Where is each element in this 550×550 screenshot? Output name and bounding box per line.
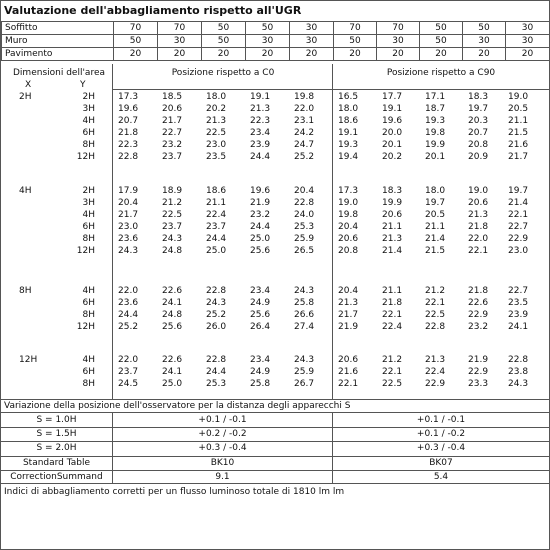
area-y-label: 6H <box>82 128 95 138</box>
variation-label: S = 2.0H <box>36 443 77 453</box>
row-label: Soffitto <box>2 22 114 35</box>
ugr-value-c0: 24.8 <box>162 310 183 320</box>
ugr-value-c0: 22.6 <box>162 286 183 296</box>
ugr-value-c0: 19.1 <box>250 92 271 102</box>
ugr-value-c90: 20.4 <box>338 286 359 296</box>
correction-c0: 9.1 <box>215 472 230 482</box>
ugr-value-c90: 20.9 <box>468 152 489 162</box>
area-y-label: 12H <box>76 322 95 332</box>
ugr-value-c0: 23.0 <box>118 222 139 232</box>
ugr-value-c0: 25.6 <box>250 246 271 256</box>
area-y-label: 8H <box>82 234 95 244</box>
ugr-value-c0: 21.9 <box>250 198 271 208</box>
ugr-value-c0: 23.5 <box>206 152 227 162</box>
area-y-label: 3H <box>82 104 95 114</box>
ugr-value-c0: 27.4 <box>294 322 315 332</box>
ugr-value-c90: 19.0 <box>338 198 359 208</box>
ugr-value-c0: 25.6 <box>250 310 271 320</box>
ugr-value-c90: 22.5 <box>382 379 403 389</box>
ugr-value-c0: 24.8 <box>162 246 183 256</box>
area-y-label: 4H <box>82 286 95 296</box>
ugr-value-c0: 24.4 <box>250 152 271 162</box>
ugr-value-c0: 22.4 <box>206 210 227 220</box>
ugr-value-c0: 24.4 <box>206 234 227 244</box>
ugr-value-c90: 18.0 <box>425 186 446 196</box>
value-cell: 70 <box>158 22 202 35</box>
ugr-value-c90: 21.8 <box>382 298 403 308</box>
ugr-value-c90: 23.0 <box>508 246 529 256</box>
ugr-value-c90: 20.5 <box>425 210 446 220</box>
ugr-value-c0: 22.0 <box>118 355 139 365</box>
ugr-value-c90: 23.9 <box>508 310 529 320</box>
area-y-label: 2H <box>82 92 95 102</box>
area-y-label: 12H <box>76 152 95 162</box>
row-label: Muro <box>2 35 114 48</box>
row-label: Pavimento <box>2 48 114 61</box>
ugr-value-c90: 20.6 <box>382 210 403 220</box>
value-cell: 50 <box>246 22 290 35</box>
ugr-value-c0: 20.4 <box>294 186 315 196</box>
value-cell: 50 <box>114 35 158 48</box>
area-y-label: 4H <box>82 116 95 126</box>
ugr-value-c90: 20.6 <box>468 198 489 208</box>
ugr-value-c90: 19.3 <box>338 140 359 150</box>
ugr-value-c0: 25.8 <box>250 379 271 389</box>
ugr-value-c90: 19.0 <box>468 186 489 196</box>
ugr-value-c0: 22.6 <box>162 355 183 365</box>
variation-c0: +0.3 / -0.4 <box>198 443 247 453</box>
variation-c90: +0.1 / -0.2 <box>416 429 466 439</box>
ugr-value-c0: 25.2 <box>118 322 139 332</box>
value-cell: 20 <box>246 48 290 61</box>
ugr-value-c0: 23.9 <box>250 140 271 150</box>
ugr-value-c90: 20.4 <box>338 222 359 232</box>
ugr-value-c0: 25.6 <box>162 322 183 332</box>
ugr-value-c0: 19.6 <box>118 104 139 114</box>
wall-row <box>2 35 550 48</box>
y-label: Y <box>80 80 86 90</box>
ugr-value-c90: 21.3 <box>425 355 446 365</box>
ugr-value-c0: 18.9 <box>162 186 183 196</box>
x-label: X <box>25 80 32 90</box>
value-cell: 50 <box>463 22 506 35</box>
ugr-value-c90: 21.4 <box>508 198 529 208</box>
table-title: Valutazione dell'abbagliamento rispetto all'UGR <box>4 4 302 17</box>
ugr-value-c90: 21.6 <box>508 140 529 150</box>
standard-table-c90: BK07 <box>429 458 453 468</box>
ugr-value-c90: 21.1 <box>382 286 403 296</box>
ugr-value-c0: 24.9 <box>250 367 271 377</box>
ugr-value-c90: 19.7 <box>508 186 529 196</box>
value-cell: 20 <box>202 48 246 61</box>
ugr-value-c0: 20.6 <box>162 104 183 114</box>
ugr-value-c0: 24.3 <box>294 355 315 365</box>
ugr-value-c90: 21.6 <box>338 367 359 377</box>
ugr-value-c90: 17.3 <box>338 186 359 196</box>
ugr-value-c0: 21.2 <box>162 198 183 208</box>
ugr-value-c90: 21.3 <box>382 234 403 244</box>
ugr-value-c90: 20.1 <box>425 152 446 162</box>
area-x-label: 8H <box>19 286 32 296</box>
ugr-value-c90: 22.4 <box>382 322 403 332</box>
ugr-value-c0: 21.7 <box>162 116 183 126</box>
value-cell: 50 <box>334 35 377 48</box>
variation-c90: +0.1 / -0.1 <box>416 415 466 425</box>
ugr-value-c90: 21.5 <box>508 128 529 138</box>
ugr-value-c0: 22.8 <box>294 198 315 208</box>
ugr-value-c90: 24.1 <box>508 322 529 332</box>
ugr-value-c90: 19.7 <box>425 198 446 208</box>
value-cell: 30 <box>506 22 550 35</box>
ugr-value-c0: 23.2 <box>250 210 271 220</box>
c0-position-label: Posizione rispetto a C0 <box>171 68 275 78</box>
ugr-value-c0: 24.5 <box>118 379 139 389</box>
ugr-value-c90: 22.9 <box>508 234 529 244</box>
ugr-value-c0: 20.4 <box>118 198 139 208</box>
ugr-value-c0: 21.7 <box>118 210 139 220</box>
ugr-value-c0: 17.3 <box>118 92 139 102</box>
value-cell: 20 <box>334 48 377 61</box>
ugr-value-c90: 18.6 <box>338 116 359 126</box>
ugr-value-c90: 20.6 <box>338 234 359 244</box>
ugr-value-c0: 22.8 <box>118 152 139 162</box>
ugr-value-c0: 21.3 <box>250 104 271 114</box>
ugr-value-c90: 22.8 <box>508 355 529 365</box>
area-x-label: 2H <box>19 92 32 102</box>
ugr-value-c90: 20.7 <box>468 128 489 138</box>
ugr-value-c0: 22.5 <box>206 128 227 138</box>
ugr-value-c90: 16.5 <box>338 92 359 102</box>
area-y-label: 6H <box>82 298 95 308</box>
ugr-value-c0: 24.4 <box>250 222 271 232</box>
standard-table-c0: BK10 <box>210 458 235 468</box>
ugr-value-c0: 23.7 <box>118 367 139 377</box>
ugr-value-c90: 21.1 <box>425 222 446 232</box>
area-y-label: 2H <box>82 186 95 196</box>
area-dimensions-label: Dimensioni dell'area <box>13 68 105 78</box>
ugr-value-c90: 22.9 <box>468 310 489 320</box>
ugr-value-c0: 24.1 <box>162 298 183 308</box>
variation-c0: +0.2 / -0.2 <box>198 429 247 439</box>
ugr-value-c0: 23.7 <box>162 222 183 232</box>
ugr-value-c0: 24.3 <box>118 246 139 256</box>
ugr-value-c90: 21.3 <box>468 210 489 220</box>
area-y-label: 12H <box>76 246 95 256</box>
ugr-value-c90: 22.1 <box>508 210 529 220</box>
ugr-value-c90: 22.7 <box>508 286 529 296</box>
ugr-value-c90: 23.5 <box>508 298 529 308</box>
ugr-value-c90: 20.3 <box>468 116 489 126</box>
ugr-value-c0: 25.2 <box>294 152 315 162</box>
area-y-label: 8H <box>82 140 95 150</box>
ugr-value-c90: 21.7 <box>508 152 529 162</box>
correction-summand-label: CorrectionSummand <box>10 472 103 482</box>
ceiling-row <box>2 22 550 35</box>
ugr-value-c90: 19.1 <box>338 128 359 138</box>
ugr-value-c90: 22.0 <box>468 234 489 244</box>
ugr-value-c0: 25.3 <box>206 379 227 389</box>
ugr-value-c0: 25.3 <box>294 222 315 232</box>
ugr-value-c0: 22.8 <box>206 286 227 296</box>
ugr-value-c0: 24.1 <box>162 367 183 377</box>
ugr-value-c0: 23.4 <box>250 355 271 365</box>
area-x-label: 12H <box>19 355 38 365</box>
ugr-value-c90: 22.1 <box>382 367 403 377</box>
value-cell: 50 <box>420 35 463 48</box>
ugr-value-c0: 26.4 <box>250 322 271 332</box>
ugr-value-c90: 21.1 <box>508 116 529 126</box>
ugr-value-c90: 19.8 <box>338 210 359 220</box>
variation-c90: +0.3 / -0.4 <box>416 443 466 453</box>
ugr-value-c0: 25.2 <box>206 310 227 320</box>
ugr-value-c0: 19.8 <box>294 92 315 102</box>
ugr-value-c90: 23.8 <box>508 367 529 377</box>
value-cell: 50 <box>420 22 463 35</box>
ugr-value-c90: 20.5 <box>508 104 529 114</box>
area-y-label: 4H <box>82 355 95 365</box>
ugr-value-c0: 23.4 <box>250 128 271 138</box>
variation-title: Variazione della posizione dell'osservatore per la distanza degli apparecchi S <box>4 401 351 411</box>
ugr-value-c0: 23.4 <box>250 286 271 296</box>
ugr-value-c0: 18.6 <box>206 186 227 196</box>
area-y-label: 4H <box>82 210 95 220</box>
variation-label: S = 1.0H <box>36 415 77 425</box>
ugr-value-c90: 21.3 <box>338 298 359 308</box>
ugr-value-c90: 20.2 <box>382 152 403 162</box>
variation-c0: +0.1 / -0.1 <box>198 415 247 425</box>
ugr-value-c90: 21.9 <box>338 322 359 332</box>
ugr-value-c0: 24.3 <box>206 298 227 308</box>
ugr-value-c0: 21.3 <box>206 116 227 126</box>
value-cell: 30 <box>290 22 334 35</box>
ugr-value-c90: 20.8 <box>338 246 359 256</box>
value-cell: 30 <box>290 35 334 48</box>
ugr-value-c0: 23.7 <box>162 152 183 162</box>
area-x-label: 4H <box>19 186 32 196</box>
ugr-value-c0: 24.7 <box>294 140 315 150</box>
ugr-value-c90: 21.2 <box>382 355 403 365</box>
value-cell: 30 <box>506 35 550 48</box>
ugr-value-c0: 26.5 <box>294 246 315 256</box>
ugr-value-c90: 19.0 <box>508 92 529 102</box>
ugr-value-c90: 17.1 <box>425 92 446 102</box>
ugr-value-c0: 22.0 <box>294 104 315 114</box>
ugr-value-c90: 22.4 <box>425 367 446 377</box>
value-cell: 70 <box>377 22 420 35</box>
value-cell: 20 <box>377 48 420 61</box>
ugr-value-c90: 20.8 <box>468 140 489 150</box>
ugr-value-c0: 26.7 <box>294 379 315 389</box>
ugr-value-c90: 21.4 <box>382 246 403 256</box>
ugr-value-c90: 19.7 <box>468 104 489 114</box>
ugr-value-c0: 21.8 <box>118 128 139 138</box>
ugr-value-c0: 25.0 <box>162 379 183 389</box>
area-y-label: 3H <box>82 198 95 208</box>
ugr-value-c90: 21.9 <box>468 355 489 365</box>
area-y-label: 8H <box>82 379 95 389</box>
ugr-value-c0: 18.0 <box>206 92 227 102</box>
value-cell: 70 <box>114 22 158 35</box>
ugr-value-c0: 22.3 <box>250 116 271 126</box>
value-cell: 20 <box>114 48 158 61</box>
value-cell: 20 <box>158 48 202 61</box>
ugr-value-c90: 21.5 <box>425 246 446 256</box>
value-cell: 50 <box>202 35 246 48</box>
value-cell: 30 <box>463 35 506 48</box>
ugr-value-c90: 20.0 <box>382 128 403 138</box>
ugr-value-c90: 21.8 <box>468 222 489 232</box>
value-cell: 20 <box>420 48 463 61</box>
ugr-value-c90: 22.9 <box>425 379 446 389</box>
ugr-value-c0: 25.0 <box>206 246 227 256</box>
ugr-value-c90: 19.9 <box>382 198 403 208</box>
ugr-value-c90: 21.1 <box>382 222 403 232</box>
value-cell: 70 <box>334 22 377 35</box>
area-y-label: 8H <box>82 310 95 320</box>
ugr-value-c90: 19.6 <box>382 116 403 126</box>
area-y-label: 6H <box>82 367 95 377</box>
ugr-value-c0: 22.3 <box>118 140 139 150</box>
ugr-value-c0: 23.7 <box>206 222 227 232</box>
variation-label: S = 1.5H <box>36 429 77 439</box>
ugr-value-c0: 23.1 <box>294 116 315 126</box>
ugr-value-c0: 23.6 <box>118 234 139 244</box>
ugr-value-c0: 24.0 <box>294 210 315 220</box>
ugr-value-c0: 22.8 <box>206 355 227 365</box>
ugr-value-c90: 22.1 <box>338 379 359 389</box>
ugr-value-c90: 18.3 <box>382 186 403 196</box>
area-y-label: 6H <box>82 222 95 232</box>
reflectance-table <box>1 21 550 61</box>
ugr-value-c0: 17.9 <box>118 186 139 196</box>
ugr-value-c90: 24.3 <box>508 379 529 389</box>
value-cell: 20 <box>506 48 550 61</box>
ugr-value-c90: 19.9 <box>425 140 446 150</box>
ugr-value-c0: 23.6 <box>118 298 139 308</box>
ugr-value-c0: 24.4 <box>118 310 139 320</box>
ugr-value-c0: 25.8 <box>294 298 315 308</box>
ugr-value-c0: 24.3 <box>294 286 315 296</box>
ugr-value-c0: 18.5 <box>162 92 183 102</box>
ugr-value-c0: 26.0 <box>206 322 227 332</box>
ugr-value-c0: 24.4 <box>206 367 227 377</box>
ugr-value-c90: 18.3 <box>468 92 489 102</box>
value-cell: 20 <box>463 48 506 61</box>
ugr-value-c90: 19.3 <box>425 116 446 126</box>
value-cell: 30 <box>246 35 290 48</box>
ugr-value-c90: 22.5 <box>425 310 446 320</box>
correction-c90: 5.4 <box>433 472 449 482</box>
ugr-value-c90: 22.1 <box>425 298 446 308</box>
ugr-value-c0: 22.5 <box>162 210 183 220</box>
ugr-value-c90: 17.7 <box>382 92 403 102</box>
value-cell: 50 <box>202 22 246 35</box>
ugr-value-c0: 20.2 <box>206 104 227 114</box>
ugr-value-c90: 18.0 <box>338 104 359 114</box>
ugr-value-c90: 20.1 <box>382 140 403 150</box>
value-cell: 20 <box>290 48 334 61</box>
floor-row <box>2 48 550 61</box>
ugr-value-c90: 18.7 <box>425 104 446 114</box>
ugr-value-c90: 22.8 <box>425 322 446 332</box>
ugr-value-c90: 19.8 <box>425 128 446 138</box>
ugr-value-c0: 22.0 <box>118 286 139 296</box>
ugr-value-c90: 22.6 <box>468 298 489 308</box>
ugr-value-c90: 20.6 <box>338 355 359 365</box>
ugr-value-c0: 24.2 <box>294 128 315 138</box>
ugr-value-c90: 21.8 <box>468 286 489 296</box>
c90-position-label: Posizione rispetto a C90 <box>386 68 496 78</box>
ugr-value-c0: 20.7 <box>118 116 139 126</box>
ugr-value-c90: 22.7 <box>508 222 529 232</box>
ugr-value-c0: 25.9 <box>294 234 315 244</box>
ugr-value-c90: 22.9 <box>468 367 489 377</box>
ugr-value-c0: 22.7 <box>162 128 183 138</box>
ugr-value-c90: 22.1 <box>382 310 403 320</box>
ugr-value-c90: 21.7 <box>338 310 359 320</box>
ugr-value-c0: 25.0 <box>250 234 271 244</box>
ugr-value-c90: 21.4 <box>425 234 446 244</box>
ugr-value-c0: 24.3 <box>162 234 183 244</box>
footnote: Indici di abbagliamento corretti per un flusso luminoso totale di 1810 lm lm <box>4 487 345 497</box>
ugr-value-c90: 22.1 <box>468 246 489 256</box>
standard-table-label: Standard Table <box>22 458 91 468</box>
value-cell: 30 <box>158 35 202 48</box>
ugr-value-c90: 19.4 <box>338 152 359 162</box>
ugr-value-c0: 23.0 <box>206 140 227 150</box>
ugr-value-c90: 21.2 <box>425 286 446 296</box>
ugr-value-c0: 23.2 <box>162 140 183 150</box>
ugr-value-c90: 23.3 <box>468 379 489 389</box>
ugr-value-c0: 25.9 <box>294 367 315 377</box>
ugr-value-c0: 19.6 <box>250 186 271 196</box>
ugr-value-c0: 21.1 <box>206 198 227 208</box>
ugr-value-c0: 26.6 <box>294 310 315 320</box>
value-cell: 30 <box>377 35 420 48</box>
ugr-value-c90: 19.1 <box>382 104 403 114</box>
ugr-value-c0: 24.9 <box>250 298 271 308</box>
ugr-value-c90: 23.2 <box>468 322 489 332</box>
